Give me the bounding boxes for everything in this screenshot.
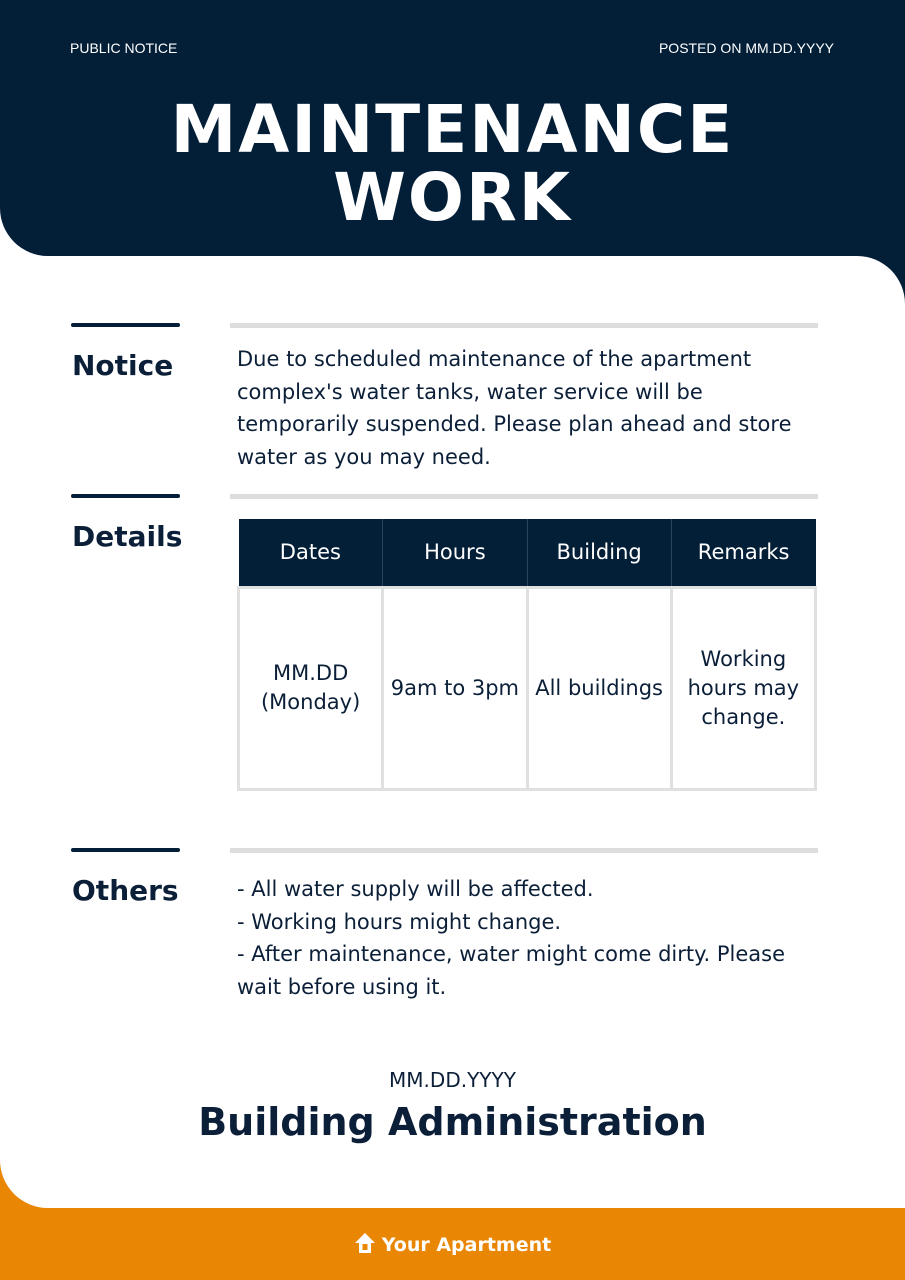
notice-text: Due to scheduled maintenance of the apartment complex's water tanks, water service will be temporarily suspended. Please plan ahead and store water as you may need. xyxy=(237,347,792,469)
header xyxy=(0,0,905,256)
header-remarks: Remarks xyxy=(671,519,815,587)
footer-text: Your Apartment xyxy=(381,1234,552,1256)
others-item: - Working hours might change. xyxy=(237,909,562,934)
divider xyxy=(71,323,180,327)
divider xyxy=(71,494,180,498)
divider xyxy=(71,848,180,852)
cell-remarks: Working hours may change. xyxy=(671,587,815,789)
others-item: - All water supply will be affected. xyxy=(237,877,594,901)
cell-hours: 9am to 3pm xyxy=(383,587,527,789)
title-line-2: WORK xyxy=(333,159,572,236)
title-line-1: MAINTENANCE xyxy=(170,91,735,168)
details-label: Details xyxy=(72,520,183,553)
posted-date: POSTED ON MM.DD.YYYY xyxy=(658,40,834,56)
others-label: Others xyxy=(72,874,179,907)
others-item: - After maintenance, water might come dirty. Please wait before using it. xyxy=(237,942,786,999)
cell-building: All buildings xyxy=(527,587,671,789)
table-header-row xyxy=(239,519,816,587)
header-building: Building xyxy=(527,519,671,587)
table-row xyxy=(239,587,816,789)
header-dates: Dates xyxy=(239,519,383,587)
divider xyxy=(230,848,818,853)
signature-date: MM.DD.YYYY xyxy=(389,1068,516,1092)
page-title xyxy=(0,91,905,236)
details-table xyxy=(237,519,817,791)
others-list xyxy=(237,873,817,1003)
public-notice-label: PUBLIC NOTICE xyxy=(70,40,178,56)
signature-org: Building Administration xyxy=(198,1100,707,1144)
header-hours: Hours xyxy=(383,519,527,587)
notice-label: Notice xyxy=(72,349,174,382)
home-icon xyxy=(354,1232,376,1254)
divider xyxy=(230,323,818,328)
footer xyxy=(0,1232,905,1256)
divider xyxy=(230,494,818,499)
cell-dates: MM.DD (Monday) xyxy=(239,587,383,789)
